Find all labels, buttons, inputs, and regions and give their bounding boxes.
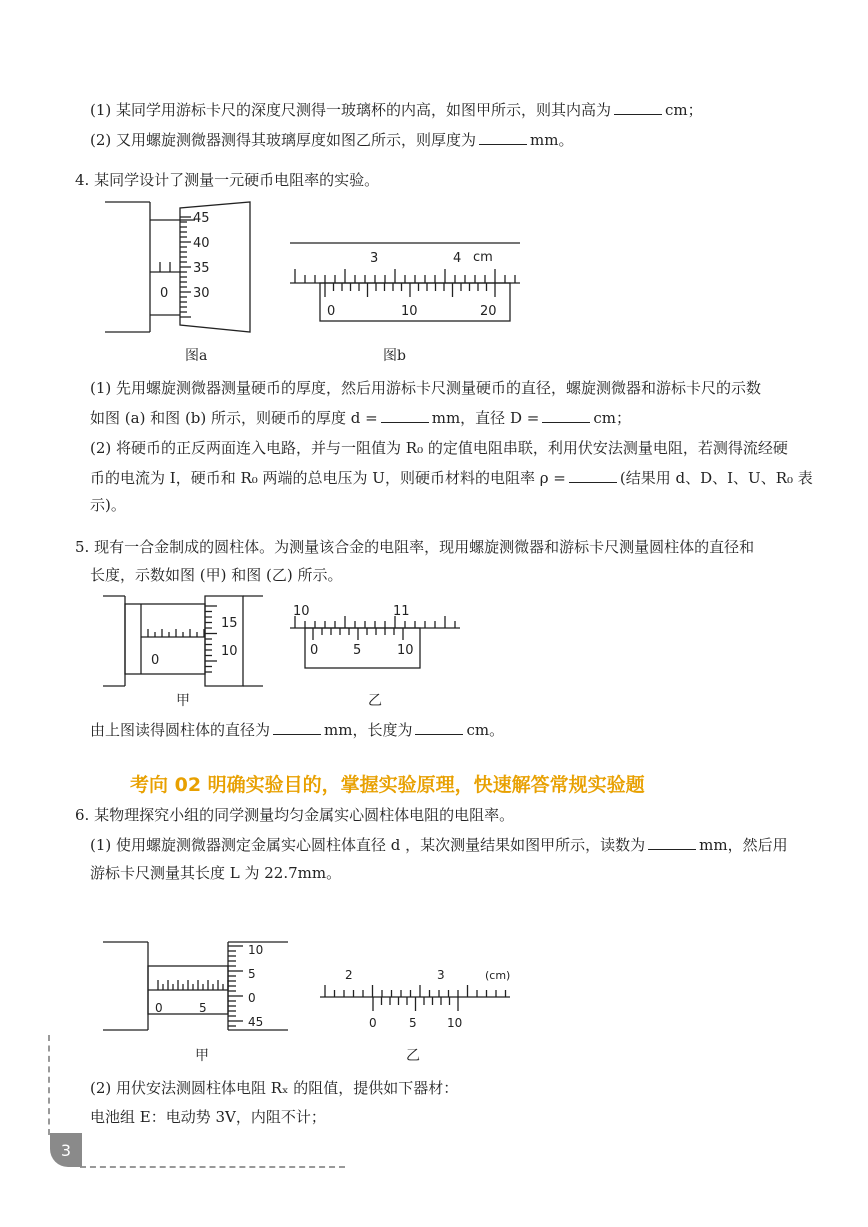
scale-label: 5 bbox=[248, 967, 256, 981]
vernier-label: 10 bbox=[401, 304, 418, 319]
answer-blank[interactable] bbox=[415, 720, 463, 735]
main-scale-label: 2 bbox=[345, 968, 353, 982]
answer-blank[interactable] bbox=[614, 100, 662, 115]
figure-caption: 图b bbox=[383, 348, 406, 364]
sleeve-zero: 0 bbox=[151, 653, 160, 668]
figure-caption: 甲 bbox=[176, 693, 190, 709]
q6-figure-yi-caliper bbox=[315, 965, 515, 1039]
q6-part1-line2: 游标卡尺测量其长度 L 为 22.7mm。 bbox=[90, 864, 342, 882]
section-heading: 考向 02 明确实验目的，掌握实验原理，快速解答常规实验题 bbox=[130, 774, 645, 796]
vernier-label: 5 bbox=[409, 1016, 417, 1030]
answer-blank[interactable] bbox=[273, 720, 321, 735]
unit-label: cm bbox=[473, 250, 493, 265]
main-scale-label: 3 bbox=[370, 251, 379, 266]
vernier-label: 5 bbox=[353, 643, 362, 658]
page-number: 3 bbox=[50, 1133, 82, 1167]
q3-part1: (1) 某同学用游标卡尺的深度尺测得一玻璃杯的内高，如图甲所示，则其内高为 cm； bbox=[90, 101, 703, 119]
scale-label: 35 bbox=[193, 261, 210, 276]
figure-caption: 乙 bbox=[368, 693, 382, 709]
scale-label: 0 bbox=[248, 991, 256, 1005]
q6-stem: 6. 某物理探究小组的同学测量均匀金属实心圆柱体电阻的电阻率。 bbox=[75, 806, 515, 824]
scale-label: 45 bbox=[248, 1015, 264, 1029]
scale-label: 30 bbox=[193, 286, 210, 301]
scale-label: 15 bbox=[221, 616, 238, 631]
answer-blank[interactable] bbox=[381, 408, 429, 423]
page-footer-dashed bbox=[80, 1166, 345, 1168]
scale-label: 10 bbox=[248, 943, 264, 957]
answer-blank[interactable] bbox=[542, 408, 590, 423]
answer-blank[interactable] bbox=[569, 468, 617, 483]
sleeve-label: 5 bbox=[199, 1001, 207, 1015]
q4-part2-line2: 币的电流为 I，硬币和 R₀ 两端的总电压为 U，则硬币材料的电阻率 ρ = (结果用 d、D、I、U、R₀ 表 bbox=[90, 469, 813, 487]
scale-label: 10 bbox=[221, 644, 238, 659]
q4-part2-line1: (2) 将硬币的正反两面连入电路，并与一阻值为 R₀ 的定值电阻串联，利用伏安法测量电阻，若测得流经硬 bbox=[90, 439, 788, 457]
scale-label: 40 bbox=[193, 236, 210, 251]
vernier-label: 10 bbox=[447, 1016, 463, 1030]
vernier-label: 0 bbox=[310, 643, 319, 658]
q3-part2: (2) 又用螺旋测微器测得其玻璃厚度如图乙所示，则厚度为 mm。 bbox=[90, 131, 574, 149]
q6-part2: (2) 用伏安法测圆柱体电阻 Rₓ 的阻值，提供如下器材： bbox=[90, 1079, 459, 1097]
figure-caption: 乙 bbox=[406, 1048, 420, 1064]
figure-caption: 甲 bbox=[195, 1048, 209, 1064]
figure-caption: 图a bbox=[185, 348, 208, 364]
main-scale-label: 11 bbox=[393, 604, 410, 619]
vernier-label: 20 bbox=[480, 304, 497, 319]
sleeve-zero: 0 bbox=[160, 286, 169, 301]
q5-answer-line: 由上图读得圆柱体的直径为 mm，长度为 cm。 bbox=[90, 721, 505, 739]
main-scale-label: 10 bbox=[293, 604, 310, 619]
answer-blank[interactable] bbox=[648, 835, 696, 850]
sleeve-label: 0 bbox=[155, 1001, 163, 1015]
unit-label: (cm) bbox=[485, 969, 511, 982]
vernier-label: 10 bbox=[397, 643, 414, 658]
q5-figure-yi-caliper bbox=[285, 598, 465, 677]
answer-blank[interactable] bbox=[479, 130, 527, 145]
q4-part1-line1: (1) 先用螺旋测微器测量硬币的厚度，然后用游标卡尺测量硬币的直径，螺旋测微器和游标卡尺的示数 bbox=[90, 379, 762, 397]
q5-figure-jia-micrometer bbox=[103, 592, 268, 696]
vernier-label: 0 bbox=[327, 304, 336, 319]
main-scale-label: 3 bbox=[437, 968, 445, 982]
main-scale-label: 4 bbox=[453, 251, 462, 266]
q5-stem-line2: 长度，示数如图 (甲) 和图 (乙) 所示。 bbox=[90, 566, 343, 584]
vernier-label: 0 bbox=[369, 1016, 377, 1030]
q6-equipment-battery: 电池组 E：电动势 3V，内阻不计； bbox=[90, 1108, 326, 1126]
page-border-dashed bbox=[48, 1035, 50, 1135]
q6-part1-line1: (1) 使用螺旋测微器测定金属实心圆柱体直径 d ，某次测量结果如图甲所示，读数为 mm，然后用 bbox=[90, 836, 788, 854]
q6-figure-jia-micrometer bbox=[103, 938, 298, 1040]
q4-part1-line2: 如图 (a) 和图 (b) 所示，则硬币的厚度 d = mm，直径 D = cm； bbox=[90, 409, 631, 427]
q4-stem: 4. 某同学设计了测量一元硬币电阻率的实验。 bbox=[75, 171, 380, 189]
q4-figure-b-caliper bbox=[285, 235, 525, 329]
scale-label: 45 bbox=[193, 211, 210, 226]
q5-stem-line1: 5. 现有一合金制成的圆柱体。为测量该合金的电阻率，现用螺旋测微器和游标卡尺测量圆柱体的直径和 bbox=[75, 538, 755, 556]
q4-figure-a-micrometer bbox=[105, 200, 255, 339]
q4-part2-line3: 示)。 bbox=[90, 496, 126, 514]
